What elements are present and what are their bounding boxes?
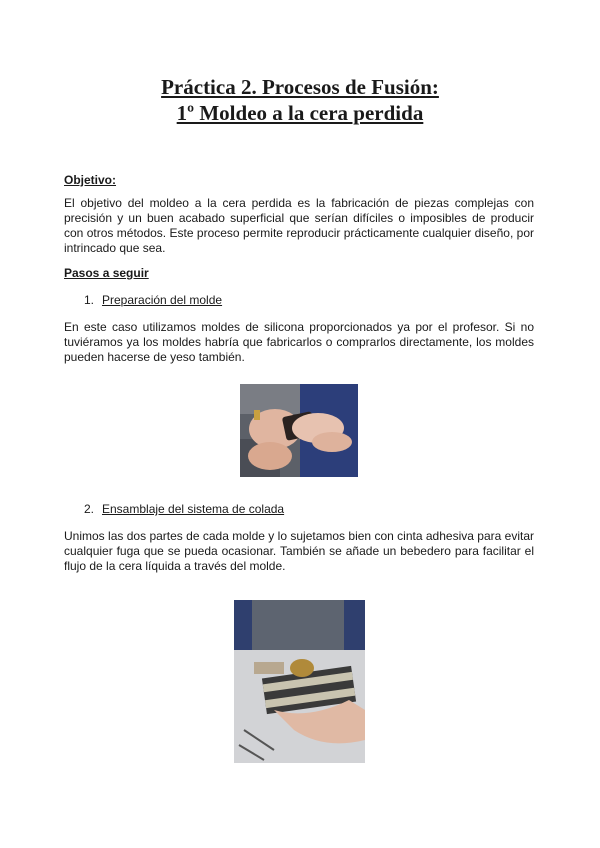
document-title-line-1: Práctica 2. Procesos de Fusión: xyxy=(161,75,439,99)
step-1-label: Preparación del molde xyxy=(102,293,223,307)
photo-casting-system-assembly xyxy=(234,600,365,763)
step-2-paragraph: Unimos las dos partes de cada molde y lo sujetamos bien con cinta adhesiva para evitar cualquier fuga que se pueda ocasionar. También se añade un bebedero para facilitar el flujo de la cera líquida a través del molde. xyxy=(64,529,534,573)
objetivo-paragraph: El objetivo del moldeo a la cera perdida es la fabricación de piezas complejas con precisión y un buen acabado superficial que serían difíciles o imposibles de producir con otros métodos. Este proceso permite reproducir prácticamente cualquier diseño, por intrincado que sea. xyxy=(64,196,534,255)
step-1-paragraph: En este caso utilizamos moldes de silicona proporcionados ya por el profesor. Si no tuviéramos ya los moldes habría que fabricarlos o comprarlos directamente, los moldes pueden hacerse de yeso también. xyxy=(64,320,534,364)
photo-mold-preparation xyxy=(240,384,358,477)
pasos-heading: Pasos a seguir xyxy=(64,266,149,280)
step-2-number: 2. xyxy=(84,502,95,516)
step-1-heading xyxy=(84,293,222,307)
objetivo-heading: Objetivo: xyxy=(64,173,117,187)
step-1-number: 1. xyxy=(84,293,95,307)
document-title-line-2: 1º Moldeo a la cera perdida xyxy=(176,101,424,125)
step-2-label: Ensamblaje del sistema de colada xyxy=(102,502,285,516)
step-2-heading xyxy=(84,502,284,516)
